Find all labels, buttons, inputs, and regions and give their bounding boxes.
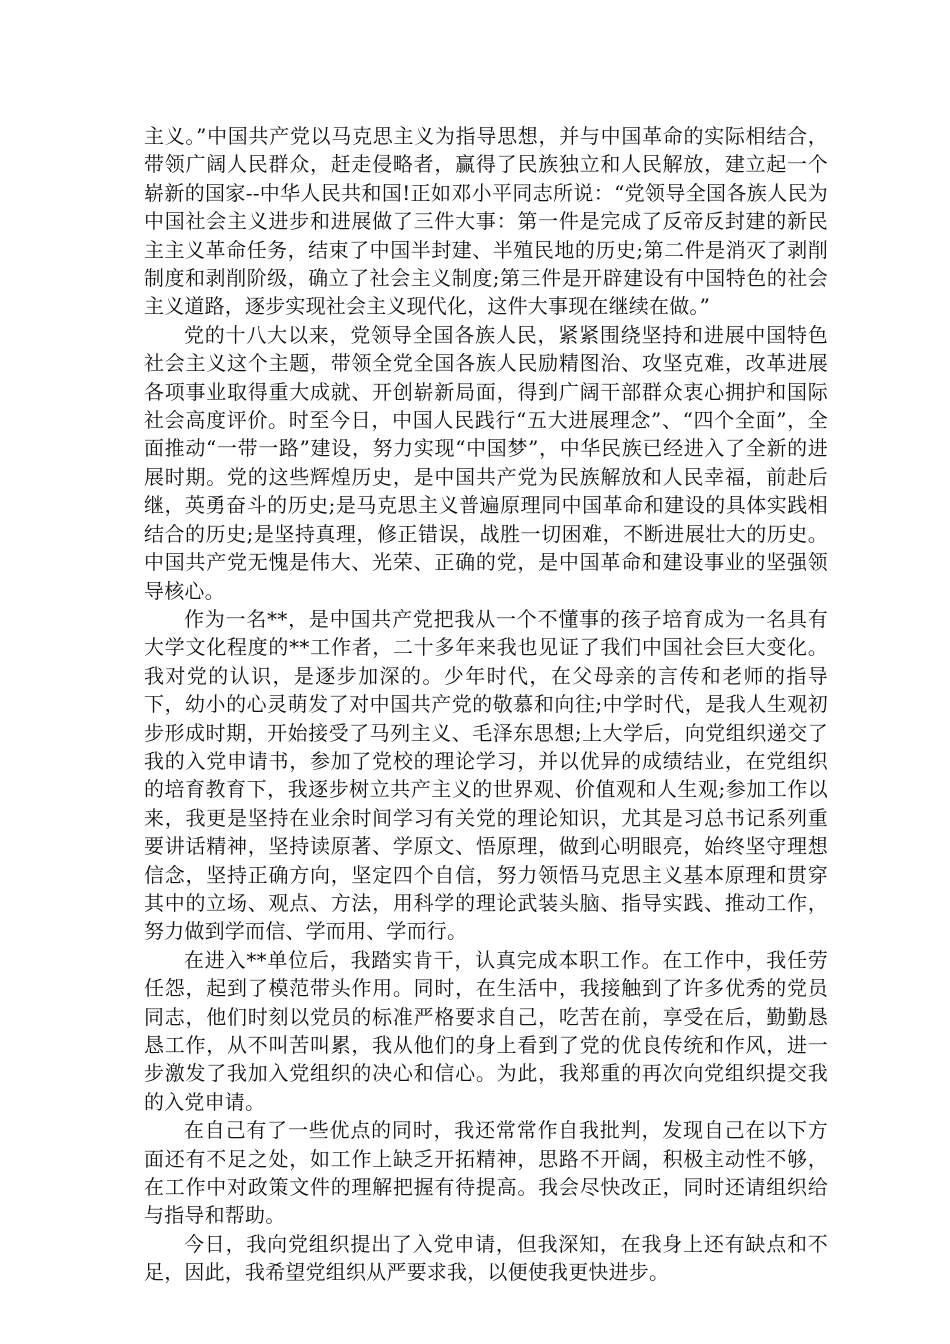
paragraph-party-history: 党的十八大以来，党领导全国各族人民，紧紧围绕坚持和进展中国特色社会主义这个主题，带领全党全国各族人民励精图治、攻坚克难，改革进展各项事业取得重大成就、开创崭新局面，得到广阔干部群众衷心拥护和国际社会高度评价。时至今日，中国人民践行“五大进展理念”、“四个全面”，全面推动“一带一路”建设，努力实现“中国梦”，中华民族已经进入了全新的进展时期。党的这些辉煌历史，是中国共产党为民族解放和人民幸福，前赴后继，英勇奋斗的历史;是马克思主义普遍原理同中国革命和建设的具体实践相结合的历史;是坚持真理，修正错误，战胜一切困难，不断进展壮大的历史。中国共产党无愧是伟大、光荣、正确的党，是中国革命和建设事业的坚强领导核心。	[144, 322, 828, 603]
document-page	[144, 122, 828, 1287]
paragraph-closing: 今日，我向党组织提出了入党申请，但我深知，在我身上还有缺点和不足，因此，我希望党组织从严要求我，以便使我更快进步。	[144, 1231, 828, 1285]
paragraph-self-criticism: 在自己有了一些优点的同时，我还常常作自我批判，发现自己在以下方面还有不足之处，如工作上缺乏开拓精神，思路不开阔，积极主动性不够，在工作中对政策文件的理解把握有待提高。我会尽快改正，同时还请组织给与指导和帮助。	[144, 1118, 828, 1228]
paragraph-personal-growth: 作为一名**，是中国共产党把我从一个不懂事的孩子培育成为一名具有大学文化程度的**工作者，二十多年来我也见证了我们中国社会巨大变化。我对党的认识，是逐步加深的。少年时代，在父母亲的言传和老师的指导下，幼小的心灵萌发了对中国共产党的敬慕和向往;中学时代，是我人生观初步形成时期，开始接受了马列主义、毛泽东思想;上大学后，向党组织递交了我的入党申请书，参加了党校的理论学习，并以优异的成绩结业，在党组织的培育教育下，我逐步树立共产主义的世界观、价值观和人生观;参加工作以来，我更是坚持在业余时间学习有关党的理论知识，尤其是习总书记系列重要讲话精神，坚持读原著、学原文、悟原理，做到心明眼亮，始终坚守理想信念，坚持正确方向，坚定四个自信，努力领悟马克思主义基本原理和贯穿其中的立场、观点、方法，用科学的理论武装头脑、指导实践、推动工作，努力做到学而信、学而用、学而行。	[144, 606, 828, 944]
paragraph-continuation: 主义。”中国共产党以马克思主义为指导思想，并与中国革命的实际相结合，带领广阔人民群众，赶走侵略者，赢得了民族独立和人民解放，建立起一个崭新的国家--中华人民共和国!正如邓小平同志所说：“党领导全国各族人民为中国社会主义进步和进展做了三件大事：第一件是完成了反帝反封建的新民主主义革命任务，结束了中国半封建、半殖民地的历史;第二件是消灭了剥削制度和剥削阶级，确立了社会主义制度;第三件是开辟建设有中国特色的社会主义道路，逐步实现社会主义现代化，这件大事现在继续在做。”	[144, 124, 828, 319]
paragraph-work-experience: 在进入**单位后，我踏实肯干，认真完成本职工作。在工作中，我任劳任怨，起到了模范带头作用。同时，在生活中，我接触到了许多优秀的党员同志，他们时刻以党员的标准严格要求自己，吃苦在前，享受在后，勤勤恳恳工作，从不叫苦叫累，我从他们的身上看到了党的优良传统和作风，进一步激发了我加入党组织的决心和信心。为此，我郑重的再次向党组织提交我的入党申请。	[144, 947, 828, 1114]
